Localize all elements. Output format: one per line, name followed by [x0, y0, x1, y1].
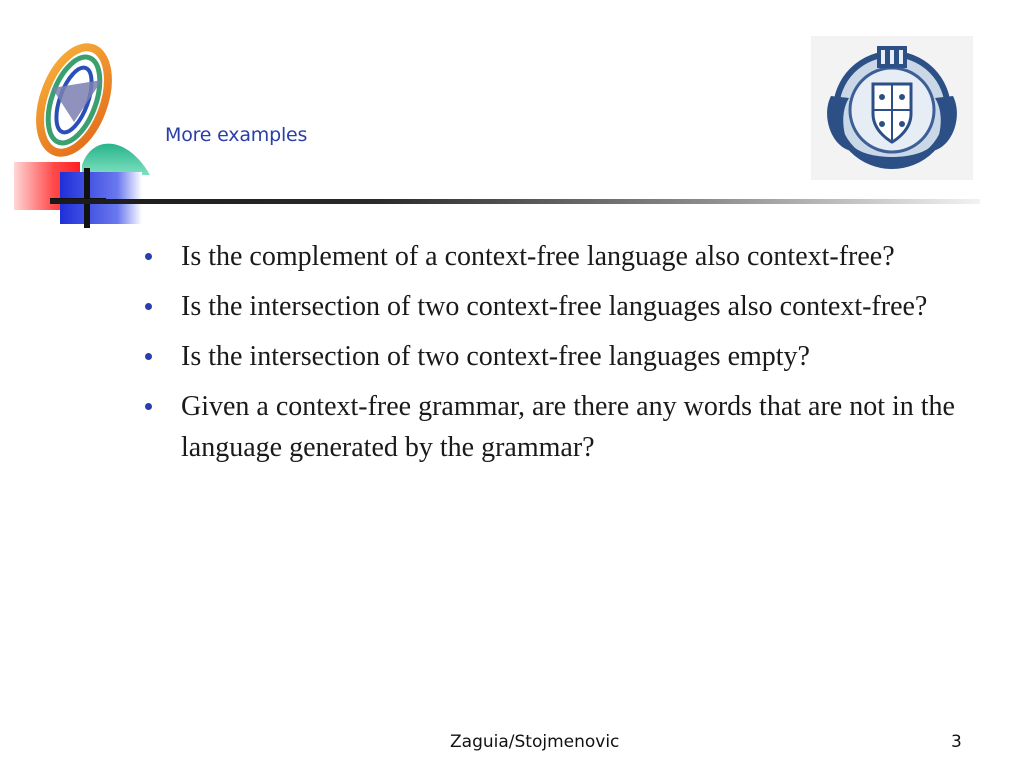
bullet-icon — [145, 403, 152, 410]
bullet-list — [140, 236, 1000, 477]
bullet-icon — [145, 353, 152, 360]
list-item — [140, 386, 1000, 468]
title-divider — [50, 199, 980, 204]
bullet-text: Given a context-free grammar, are there any words that are not in the language generated by the grammar? — [181, 391, 955, 463]
bullet-text: Is the complement of a context-free language also context-free? — [181, 241, 895, 272]
university-crest-icon — [811, 36, 973, 180]
list-item — [140, 236, 1000, 277]
bullet-text: Is the intersection of two context-free languages empty? — [181, 341, 810, 372]
list-item — [140, 286, 1000, 327]
bullet-text: Is the intersection of two context-free languages also context-free? — [181, 291, 928, 322]
list-item — [140, 336, 1000, 377]
bullet-icon — [145, 303, 152, 310]
slide-title: More examples — [165, 124, 308, 146]
page-number: 3 — [951, 732, 962, 752]
footer-author: Zaguia/Stojmenovic — [450, 732, 620, 752]
bullet-icon — [145, 253, 152, 260]
